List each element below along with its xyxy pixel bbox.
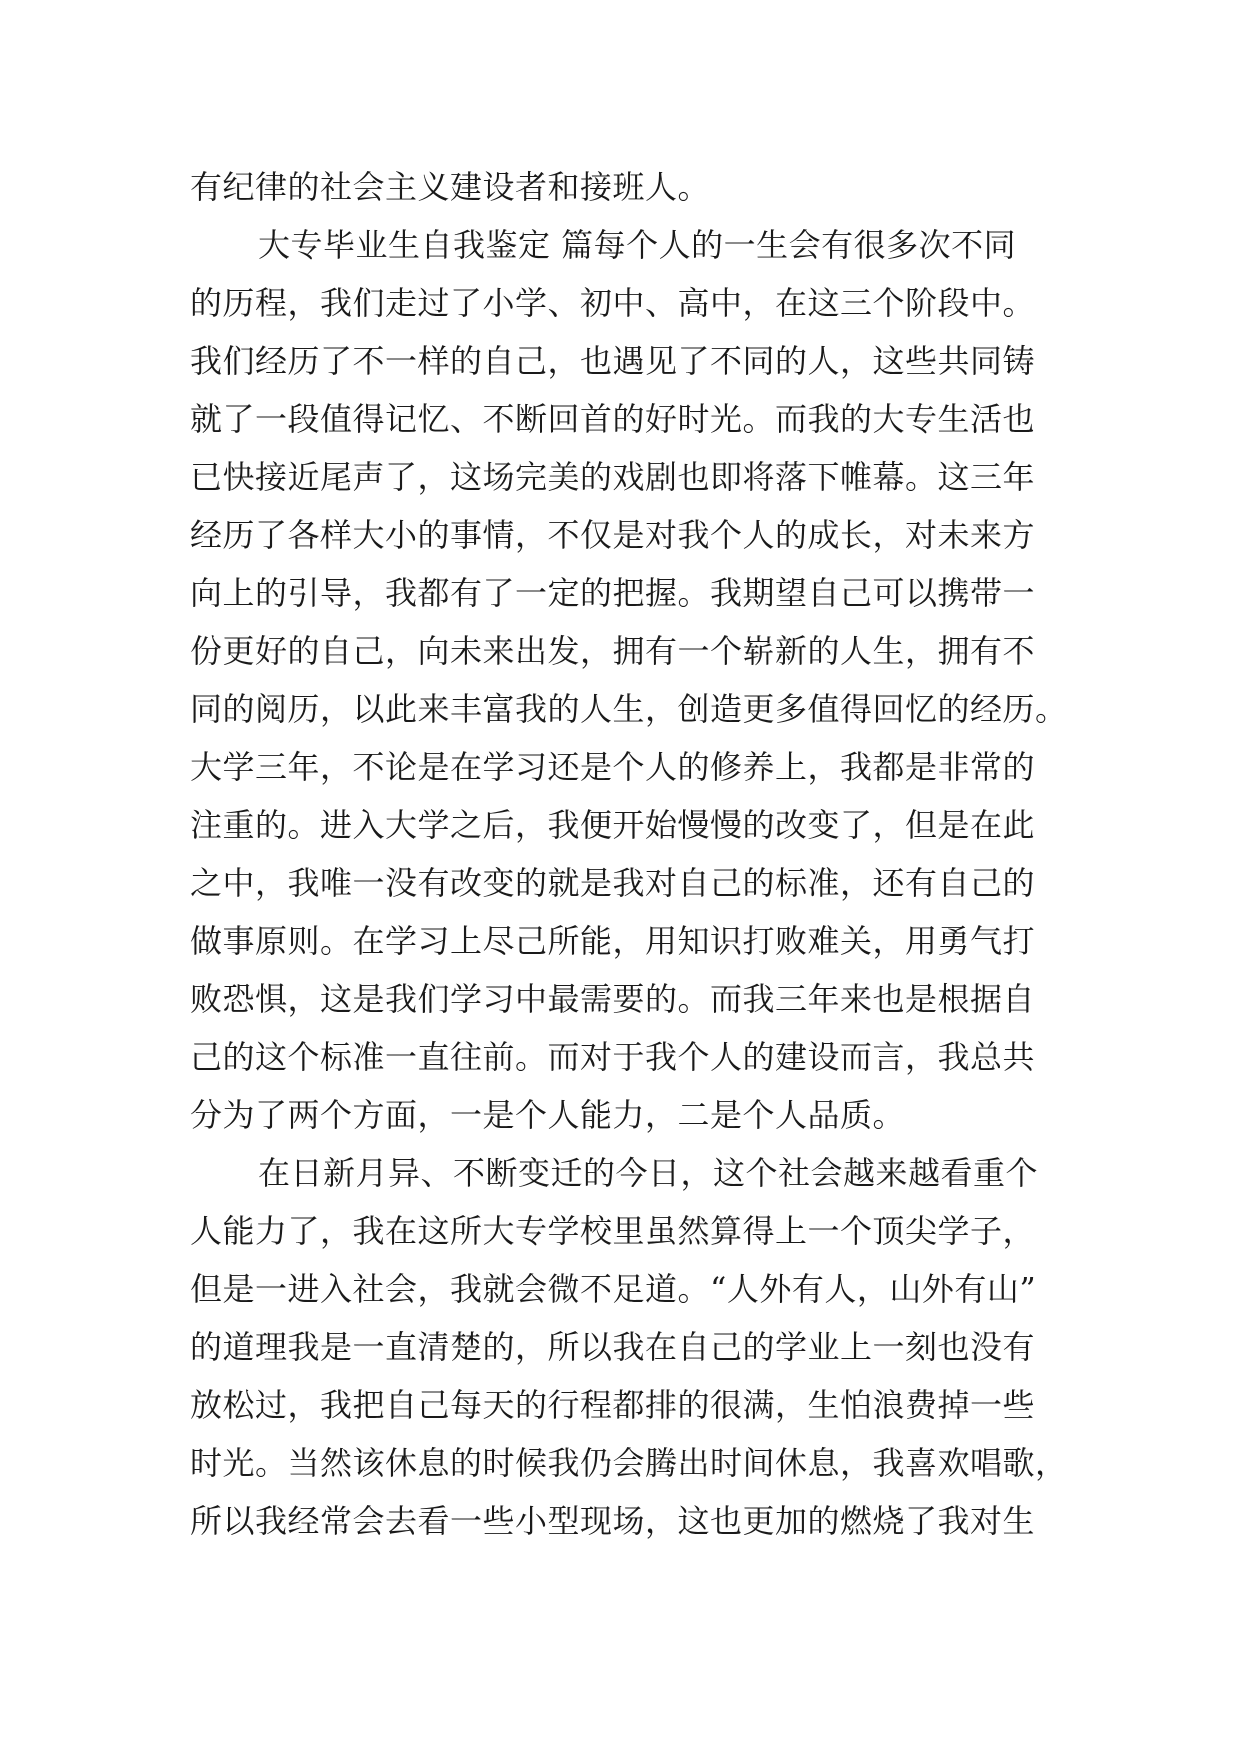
text-line: 所以我经常会去看一些小型现场，这也更加的燃烧了我对生 <box>190 1502 1036 1540</box>
text-line: 但是一进入社会，我就会微不足道。“人外有人，山外有山” <box>190 1270 1037 1308</box>
text-line: 向上的引导，我都有了一定的把握。我期望自己可以携带一 <box>190 574 1036 612</box>
text-line: 大专毕业生自我鉴定 篇每个人的一生会有很多次不同 <box>258 226 1017 264</box>
text-line: 有纪律的社会主义建设者和接班人。 <box>190 168 711 206</box>
text-line: 注重的。进入大学之后，我便开始慢慢的改变了，但是在此 <box>190 806 1036 844</box>
text-line: 在日新月异、不断变迁的今日，这个社会越来越看重个 <box>258 1154 1039 1192</box>
text-line: 己的这个标准一直往前。而对于我个人的建设而言，我总共 <box>190 1038 1036 1076</box>
document-body <box>190 158 1068 1550</box>
text-line: 时光。当然该休息的时候我仍会腾出时间休息，我喜欢唱歌， <box>190 1444 1068 1482</box>
text-line: 的历程，我们走过了小学、初中、高中，在这三个阶段中。 <box>190 284 1036 322</box>
text-line: 大学三年，不论是在学习还是个人的修养上，我都是非常的 <box>190 748 1036 786</box>
text-line: 份更好的自己，向未来出发，拥有一个崭新的人生，拥有不 <box>190 632 1036 670</box>
text-line: 我们经历了不一样的自己，也遇见了不同的人，这些共同铸 <box>190 342 1036 380</box>
text-line: 已快接近尾声了，这场完美的戏剧也即将落下帷幕。这三年 <box>190 458 1036 496</box>
text-line: 的道理我是一直清楚的，所以我在自己的学业上一刻也没有 <box>190 1328 1036 1366</box>
text-line: 经历了各样大小的事情，不仅是对我个人的成长，对未来方 <box>190 516 1036 554</box>
text-line: 之中，我唯一没有改变的就是我对自己的标准，还有自己的 <box>190 864 1036 902</box>
text-line: 败恐惧，这是我们学习中最需要的。而我三年来也是根据自 <box>190 980 1036 1018</box>
text-line: 就了一段值得记忆、不断回首的好时光。而我的大专生活也 <box>190 400 1036 438</box>
text-line: 做事原则。在学习上尽己所能，用知识打败难关，用勇气打 <box>190 922 1036 960</box>
text-line: 同的阅历，以此来丰富我的人生，创造更多值得回忆的经历。 <box>190 690 1068 728</box>
text-line: 分为了两个方面，一是个人能力，二是个人品质。 <box>190 1096 906 1134</box>
text-line: 放松过，我把自己每天的行程都排的很满，生怕浪费掉一些 <box>190 1386 1036 1424</box>
text-line: 人能力了，我在这所大专学校里虽然算得上一个顶尖学子， <box>190 1212 1036 1250</box>
